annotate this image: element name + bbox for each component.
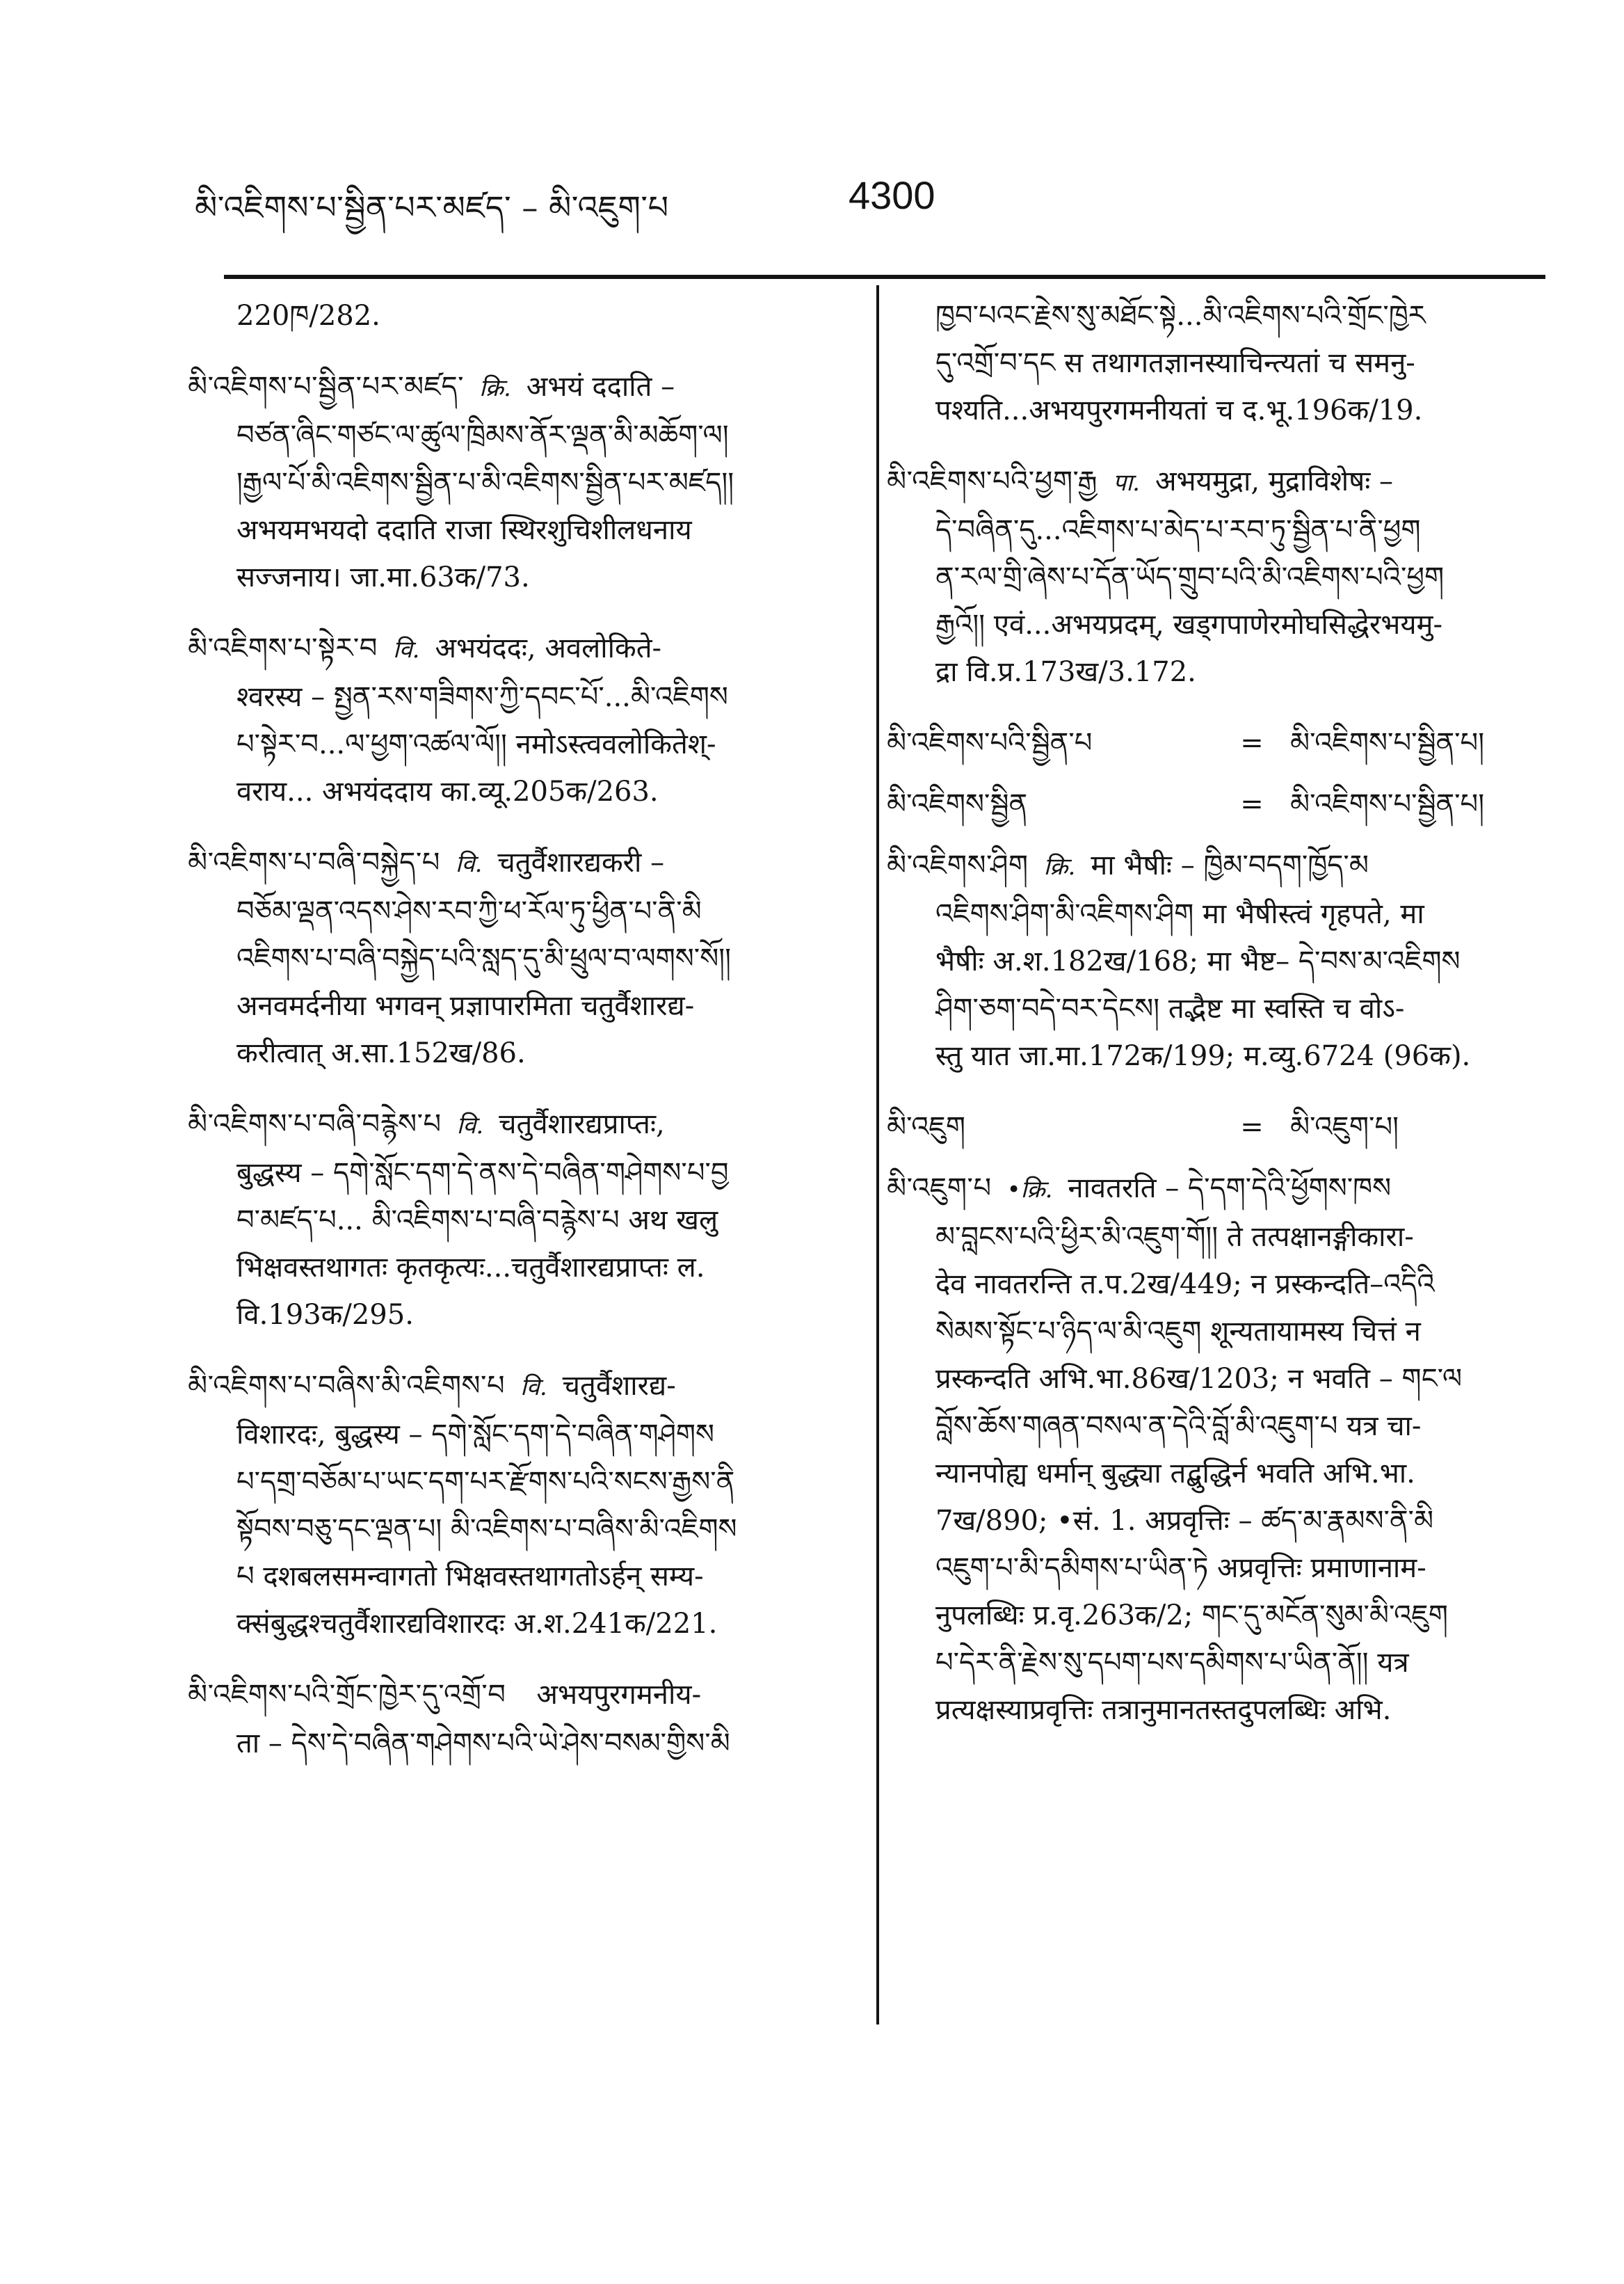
entry-line: པ दशबलसमन्वागतो भिक्षवस्तथागतोऽर्हन् सम्य- bbox=[236, 1560, 704, 1592]
spacer bbox=[188, 1077, 835, 1101]
gloss: अभयपुरगमनीय- bbox=[536, 1679, 702, 1711]
headword: མི་འཇིགས་པ་བཞིས་མི་འཇིགས་པ bbox=[188, 1370, 506, 1402]
entry-line: པ་སྟེར་བ...ལ་ཕྱག་འཚལ་ལོ།། नमोऽस्त्ववलोकितेश्- bbox=[236, 728, 716, 760]
entry-line: མ་བླངས་པའི་ཕྱིར་མི་འཇུག་གོ།། ते तत्पक्षानङ्गीकारा- bbox=[935, 1221, 1414, 1253]
entry-line: करीत्वात् अ.सा.152ख/86. bbox=[236, 1037, 526, 1069]
headword: མི་འཇིགས་པ་སྟེར་བ bbox=[188, 632, 378, 664]
grammar-tag: वि. bbox=[456, 1112, 484, 1140]
spacer bbox=[887, 434, 1541, 458]
reference-target: མི་འཇུག་པ། bbox=[1290, 1111, 1399, 1143]
dictionary-entry bbox=[188, 1362, 835, 1671]
entry-line: सज्जनाय। जा.मा.63क/73. bbox=[236, 561, 530, 593]
spacer bbox=[887, 1151, 1541, 1165]
gloss: मा भैषीः – ཁྱིམ་བདག་ཁྱོད་མ bbox=[1091, 849, 1369, 881]
entry-line: ता – དེས་དེ་བཞིན་གཤེགས་པའི་ཡེ་ཤེས་བསམ་གྱིས་མི bbox=[236, 1727, 730, 1759]
dictionary-entry bbox=[887, 842, 1541, 1103]
headword: མི་འཇིགས་པའི་ཕྱག་རྒྱ bbox=[887, 465, 1098, 497]
page-number: 4300 bbox=[849, 173, 935, 217]
gloss: अभयमुद्रा, मुद्राविशेषः – bbox=[1155, 465, 1394, 497]
entry-line: प्रस्कन्दति अभि.भा.86ख/1203; न भवति – གང་ལ bbox=[935, 1363, 1463, 1395]
dictionary-entry bbox=[188, 292, 835, 363]
headword: མི་འཇིགས་པ་སྦྱིན་པར་མཛད་ bbox=[188, 371, 465, 403]
right-column bbox=[887, 292, 1541, 1757]
entry-line: བློས་ཆོས་གཞན་བསལ་ན་དེའི་བློ་མི་འཇུག་པ यत्र चा- bbox=[935, 1410, 1422, 1442]
headword: མི་འཇིགས་པ་བཞི་བརྙེས་པ bbox=[188, 1108, 442, 1140]
grammar-tag: क्रि. bbox=[1043, 853, 1076, 881]
entry-line: पश्यति...अभयपुरगमनीयतां च द.भू.196क/19. bbox=[935, 394, 1423, 426]
dictionary-entry bbox=[188, 625, 835, 839]
entry-term: མི་འཇིགས་པའི་སྦྱིན་པ bbox=[887, 727, 1093, 759]
headword-line bbox=[887, 458, 1541, 506]
cross-reference-row bbox=[887, 719, 1541, 767]
entry-line: རྒྱའོ།། एवं...अभयप्रदम्, खड्गपाणेरमोघसिद्धेरभयमु- bbox=[935, 609, 1442, 641]
entry-line: वराय... अभयंददाय का.व्यू.205क/263. bbox=[236, 776, 659, 808]
reference-target: མི་འཇིགས་པ་སྦྱིན་པ། bbox=[1290, 788, 1485, 820]
entry-line: वि.193क/295. bbox=[236, 1299, 414, 1331]
entry-line: 7ख/890; •सं. 1. अप्रवृत्तिः – ཚད་མ་རྣམས་ནི་མི bbox=[935, 1505, 1434, 1537]
entry-term: མི་འཇིགས་སྦྱིན bbox=[887, 788, 1028, 820]
entry-line: པ་དེར་ནི་རྗེས་སུ་དཔག་པས་དམིགས་པ་ཡིན་ནོ།། यत्र bbox=[935, 1647, 1409, 1679]
headword: མི་འཇིགས་ཤིག bbox=[887, 849, 1029, 881]
entry-line: ན་རལ་གྲི་ཞེས་པ་དོན་ཡོད་གྲུབ་པའི་མི་འཇིགས་པའི་ཕྱག bbox=[935, 561, 1445, 593]
gloss: अभयं ददाति – bbox=[526, 371, 675, 403]
spacer bbox=[887, 696, 1541, 719]
cross-reference-row bbox=[887, 781, 1541, 828]
entry-line: क्संबुद्धश्चतुर्वैशारद्यविशारदः अ.श.241क/221. bbox=[236, 1608, 718, 1640]
gloss: अभयंददः, अवलोकिते- bbox=[435, 632, 662, 664]
equals-sign: = bbox=[1240, 788, 1264, 820]
cross-reference-row bbox=[887, 1103, 1541, 1151]
grammar-tag: क्रि. bbox=[479, 374, 511, 402]
headword-line bbox=[887, 1165, 1541, 1213]
entry-line: 220ཁ/282. bbox=[236, 300, 380, 332]
entry-line: ཤིག་ཅག་བདེ་བར་དེངས། तद्भैष्ट मा स्वस्ति च वोऽ- bbox=[935, 993, 1405, 1025]
spacer bbox=[188, 1647, 835, 1671]
headword-line bbox=[188, 1101, 835, 1149]
equals-sign: = bbox=[1240, 727, 1264, 759]
entry-line: देव नावतरन्ति त.प.2ख/449; न प्रस्कन्दति–འདིའི bbox=[935, 1268, 1435, 1300]
spacer bbox=[188, 1767, 835, 1791]
spacer bbox=[188, 340, 835, 363]
entry-line: प्रत्यक्षस्याप्रवृत्तिः तत्रानुमानतस्तदुपलब्धिः अभि. bbox=[935, 1694, 1392, 1726]
spacer bbox=[887, 828, 1541, 842]
entry-line: འཇིགས་ཤིག་མི་འཇིགས་ཤིག मा भैषीस्त्वं गृहपते, मा bbox=[935, 898, 1424, 930]
header-rule bbox=[224, 275, 1545, 279]
entry-line: अनवमर्दनीया भगवन् प्रज्ञापारमिता चतुर्वैशारद्य- bbox=[236, 990, 695, 1022]
grammar-tag: वि. bbox=[392, 636, 420, 664]
entry-line: འཇིགས་པ་བཞི་བསྐྱེད་པའི་སླད་དུ་མི་ཕྲུལ་བ་ལགས་སོ།། bbox=[236, 943, 731, 975]
entry-line: अभयमभयदो ददाति राजा स्थिरशुचिशीलधनाय bbox=[236, 514, 692, 546]
entry-line: བཙན་ཞིང་གཙང་ལ་ཚུལ་ཁྲིམས་ནོར་ལྡན་མི་མཆོག་ལ། bbox=[236, 420, 729, 452]
entry-line: སེམས་སྟོང་པ་ཉིད་ལ་མི་འཇུག शून्यतायामस्य चित्तं न bbox=[935, 1316, 1421, 1348]
headword: མི་འཇུག་པ bbox=[887, 1172, 992, 1204]
entry-line: न्यानपोह्य धर्मान् बुद्ध्या तद्बुद्धिर्न भवति अभि.भा. bbox=[935, 1458, 1415, 1490]
entry-line: स्तु यात जा.मा.172क/199; म.व्यु.6724 (96क). bbox=[935, 1040, 1471, 1072]
entry-line: द्रा वि.प्र.173ख/3.172. bbox=[935, 656, 1196, 688]
entry-line: འཇུག་པ་མི་དམིགས་པ་ཡིན་ཏེ अप्रवृत्तिः प्रमाणानाम- bbox=[935, 1552, 1426, 1584]
gloss: चतुर्वैशारद्यकरी – bbox=[497, 847, 665, 879]
grammar-tag: वि. bbox=[455, 850, 483, 878]
grammar-tag: •क्रि. bbox=[1006, 1176, 1053, 1204]
entry-line: དེ་བཞིན་དུ...འཇིགས་པ་མེད་པ་རབ་ཏུ་སྦྱིན་པ་ནི་ཕྱག bbox=[935, 514, 1421, 546]
headword: མི་འཇིགས་པའི་གྲོང་ཁྱེར་དུ་འགྲོ་བ bbox=[188, 1679, 506, 1711]
headword-line bbox=[188, 1671, 835, 1720]
gloss: चतुर्वैशारद्य- bbox=[562, 1370, 676, 1402]
left-column bbox=[188, 292, 835, 1791]
headword-line bbox=[188, 839, 835, 888]
entry-term: མི་འཇུག bbox=[887, 1111, 966, 1143]
grammar-tag: पा. bbox=[1113, 469, 1140, 497]
entry-line: विशारदः, बुद्धस्य – དགེ་སློང་དག་དེ་བཞིན་གཤེགས bbox=[236, 1419, 715, 1451]
equals-sign: = bbox=[1240, 1111, 1264, 1143]
entry-line: པ་དགྲ་བཅོམ་པ་ཡང་དག་པར་རྫོགས་པའི་སངས་རྒྱས་ནི bbox=[236, 1466, 735, 1498]
gloss: नावतरति – དེ་དག་དེའི་ཕྱོགས་ཁས bbox=[1068, 1172, 1392, 1204]
spacer bbox=[188, 815, 835, 839]
entry-line: भिक्षवस्तथागतः कृतकृत्यः...चतुर्वैशारद्यप्राप्तः ल. bbox=[236, 1252, 705, 1284]
reference-target: མི་འཇིགས་པ་སྦྱིན་པ། bbox=[1290, 727, 1485, 759]
headword-line bbox=[188, 625, 835, 673]
dictionary-entry bbox=[887, 719, 1541, 781]
dictionary-entry bbox=[887, 292, 1541, 458]
dictionary-entry bbox=[188, 839, 835, 1101]
entry-line: ཁྱབ་པའང་རྗེས་སུ་མཐོང་སྟེ...མི་འཇིགས་པའི་གྲོང་ཁྱེར bbox=[935, 300, 1426, 332]
spacer bbox=[887, 1734, 1541, 1757]
headword: མི་འཇིགས་པ་བཞི་བསྐྱེད་པ bbox=[188, 847, 440, 879]
dictionary-entry bbox=[887, 458, 1541, 719]
dictionary-entry bbox=[188, 363, 835, 625]
dictionary-entry bbox=[887, 781, 1541, 842]
column-divider bbox=[876, 285, 879, 2025]
grammar-tag: वि. bbox=[520, 1373, 547, 1401]
gloss: चतुर्वैशारद्यप्राप्तः, bbox=[499, 1108, 665, 1140]
entry-line: भैषीः अ.श.182ख/168; मा भैष्ट– དེ་བས་མ་འཇིགས bbox=[935, 945, 1461, 977]
header-range: མི་འཇིགས་པ་སྦྱིན་པར་མཛད་ – མི་འཇུག་པ bbox=[195, 189, 669, 226]
entry-line: बुद्धस्य – དགེ་སློང་དག་དེ་ནས་དེ་བཞིན་གཤེགས་པ་བྱ bbox=[236, 1157, 729, 1189]
dictionary-entry bbox=[188, 1101, 835, 1362]
dictionary-entry bbox=[188, 1671, 835, 1791]
headword-line bbox=[887, 842, 1541, 891]
entry-line: བ་མཛད་པ... མི་འཇིགས་པ་བཞི་བརྙེས་པ अथ खलु bbox=[236, 1204, 718, 1236]
spacer bbox=[887, 1080, 1541, 1103]
headword-line bbox=[188, 1362, 835, 1411]
entry-line: नुपलब्धिः प्र.वृ.263क/2; གང་དུ་མངོན་སུམ་མི་འཇུག bbox=[935, 1599, 1448, 1631]
dictionary-entry bbox=[887, 1103, 1541, 1165]
entry-line: །རྒྱལ་པོ་མི་འཇིགས་སྦྱིན་པ་མི་འཇིགས་སྦྱིན་པར་མཛད།། bbox=[236, 467, 734, 499]
entry-line: श्वरस्य – སྤྱན་རས་གཟིགས་ཀྱི་དབང་པོ་...མི་འཇིགས bbox=[236, 681, 728, 713]
entry-line: སྟོབས་བཅུ་དང་ལྡན་པ། མི་འཇིགས་པ་བཞིས་མི་འཇིགས bbox=[236, 1513, 737, 1545]
entry-line: བཅོམ་ལྡན་འདས་ཤེས་རབ་ཀྱི་ཕ་རོལ་ཏུ་ཕྱིན་པ་ནི་མི bbox=[236, 895, 702, 927]
spacer bbox=[887, 767, 1541, 781]
dictionary-entry bbox=[887, 1165, 1541, 1757]
headword-line bbox=[188, 363, 835, 412]
spacer bbox=[188, 1339, 835, 1362]
spacer bbox=[188, 601, 835, 625]
entry-line: དུ་འགྲོ་བ་དང स तथागतज्ञानस्याचिन्त्यतां च समनु- bbox=[935, 347, 1415, 379]
